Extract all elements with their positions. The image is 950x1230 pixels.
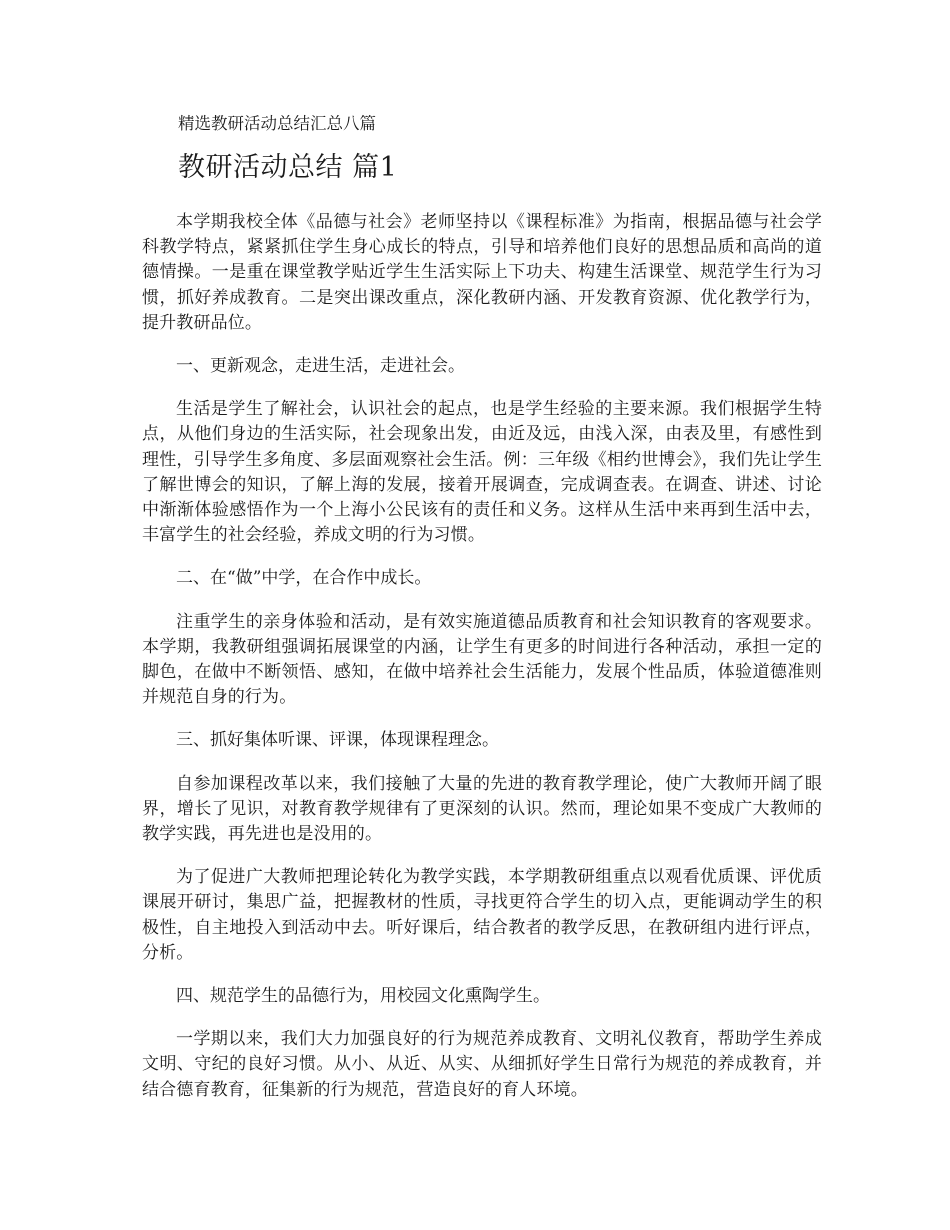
document-heading: 教研活动总结 篇1 [178,152,398,183]
section-title-3: 三、抓好集体听课、评课，体现课程理念。 [176,730,499,751]
section-title-2: 二、在“做”中学，在合作中成长。 [176,568,432,589]
paragraph-section-3a: 自参加课程改革以来，我们接触了大量的先进的教育教学理论，使广大教师开阔了眼界，增长了见识，对教育教学规律有了更深刻的认识。然而，理论如果不变成广大教师的教学实践，再先进也是没用的。 [142,773,822,845]
paragraph-section-1: 生活是学生了解社会，认识社会的起点，也是学生经验的主要来源。我们根据学生特点，从他们身边的生活实际，社会现象出发，由近及远，由浅入深，由表及里，有感性到理性，引导学生多角度、多层面观察社会生活。例：三年级《相约世博会》，我们先让学生了解世博会的知识，了解上海的发展，接着开展调查，完成调查表。在调查、讲述、讨论中渐渐体验感悟作为一个上海小公民该有的责任和义务。这样从生活中来再到生活中去，丰富学生的社会经验，养成文明的行为习惯。 [142,399,822,546]
paragraph-section-3b: 为了促进广大教师把理论转化为教学实践，本学期教研组重点以观看优质课、评优质课展开研讨，集思广益，把握教材的性质，寻找更符合学生的切入点，更能调动学生的积极性，自主地投入到活动中去。听好课后，结合教者的教学反思，在教研组内进行评点，分析。 [142,867,822,963]
paragraph-intro: 本学期我校全体《品德与社会》老师坚持以《课程标准》为指南，根据品德与社会学科教学特点，紧紧抓住学生身心成长的特点，引导和培养他们良好的思想品质和高尚的道德情操。一是重在课堂教学贴近学生生活实际上下功夫、构建生活课堂、规范学生行为习惯，抓好养成教育。二是突出课改重点，深化教研内涵、开发教育资源、优化教学行为，提升教研品位。 [142,212,822,333]
document-body [142,210,822,1121]
paragraph-section-4: 一学期以来，我们大力加强良好的行为规范养成教育、文明礼仪教育，帮助学生养成文明、守纪的良好习惯。从小、从近、从实、从细抓好学生日常行为规范的养成教育，并结合德育教育，征集新的行为规范，营造良好的育人环境。 [142,1029,822,1100]
section-title-4: 四、规范学生的品德行为，用校园文化熏陶学生。 [176,986,550,1007]
document-subtitle: 精选教研活动总结汇总八篇 [178,114,376,133]
paragraph-section-2: 注重学生的亲身体验和活动，是有效实施道德品质教育和社会知识教育的客观要求。本学期，我教研组强调拓展课堂的内涵，让学生有更多的时间进行各种活动，承担一定的脚色，在做中不断领悟、感知，在做中培养社会生活能力，发展个性品质，体验道德准则并规范自身的行为。 [142,611,822,708]
section-title-1: 一、更新观念，走进生活，走进社会。 [176,356,465,377]
